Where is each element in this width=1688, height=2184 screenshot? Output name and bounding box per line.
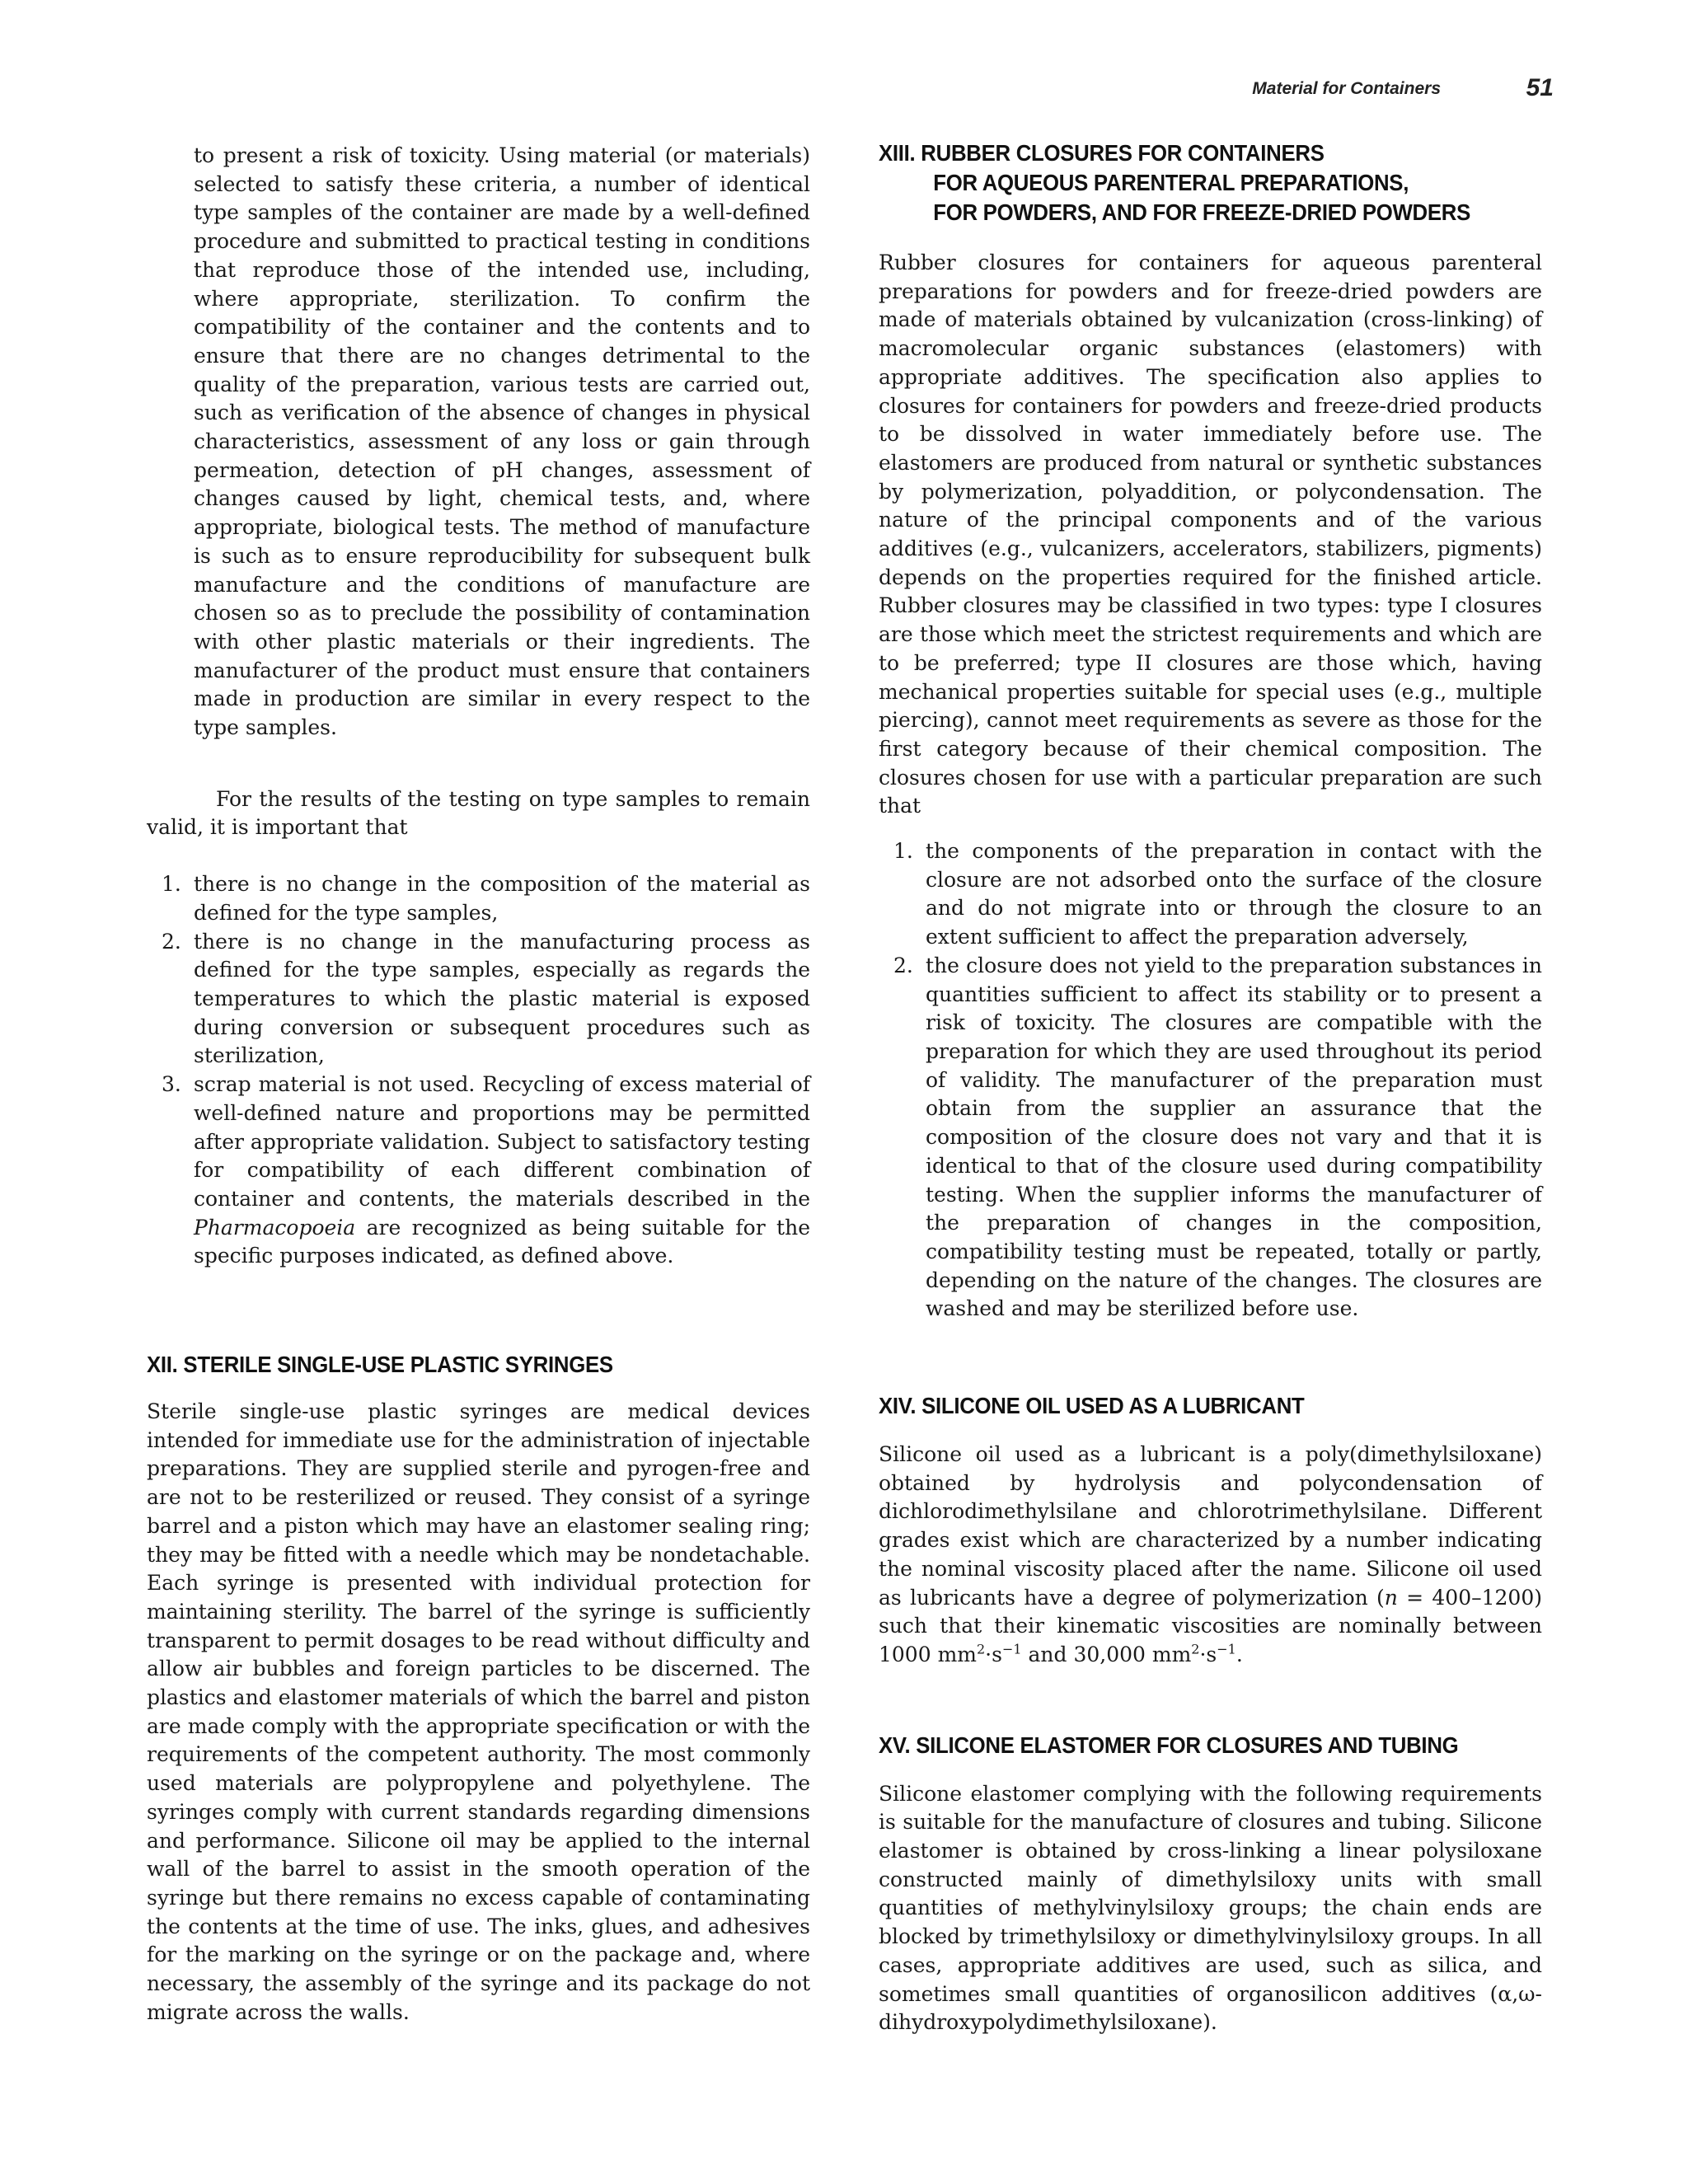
section-xv-body: Silicone elastomer complying with the following requirements is suitable for the manufacture of closures and tubing. Silicone elastomer is obtained by cross-linking a linear polysiloxane constructed mainly of dimethylsiloxy units with small quantities of methylvinylsiloxy groups; the chain ends are blocked by trimethylsiloxy or dimethylvinylsiloxy groups. In all cases, appropriate additives are used, such as silica, and sometimes small quantities of organosilicon additives (α,ω-dihydroxypolydimethylsiloxane). — [879, 1781, 1542, 2035]
italic-term: Pharmacopoeia — [194, 1215, 356, 1240]
text-part: ·s — [985, 1642, 1002, 1666]
continuation-paragraph: to present a risk of toxicity. Using material (or materials) selected to satisfy these criteria, a number of identical type samples of the container are made by a well-defined procedure and submitted to practical testing in conditions that reproduce those of the intended use, including, where appropriate, sterilization. To confirm the compatibility of the container and the contents and to ensure that there are no changes detrimental to the quality of the preparation, various tests are carried out, such as verification of the absence of changes in physical characteristics, assessment of any loss or gain through permeation, detection of pH changes, assessment of changes caused by light, chemical tests, and, where appropriate, biological tests. The method of manufacture is such as to ensure reproducibility for subsequent bulk manufacture and the conditions of manufacture are chosen so as to preclude the possibility of contamination with other plastic materials or their ingredients. The manufacturer of the product must ensure that containers made in production are similar in every respect to the type samples. — [194, 143, 810, 740]
left-column — [147, 142, 810, 2027]
section-xiii-body: Rubber closures for containers for aqueous parenteral preparations for powders and for freeze-dried powders are made of materials obtained by vulcanization (cross-linking) of macromolecular organic substances (elastomers) with appropriate additives. The specification also applies to closures for containers for powders and freeze-dried products to be dissolved in water immediately before use. The elastomers are produced from natural or synthetic substances by polymerization, polyaddition, or polycondensation. The nature of the principal components and of the various additives (e.g., vulcanizers, accelerators, stabilizers, pigments) depends on the properties required for the finished article. Rubber closures may be classified in two types: type I closures are those which meet the strictest requirements and which are to be preferred; type II closures are those which, having mechanical properties suitable for special uses (e.g., multiple piercing), cannot meet requirements as severe as those for the first category because of their chemical composition. The closures chosen for use with a particular preparation are such that — [879, 251, 1542, 818]
section-heading-xv: XV. SILICONE ELASTOMER FOR CLOSURES AND TUBING — [879, 1732, 1459, 1758]
page-number: 51 — [1526, 74, 1554, 101]
list-text: the components of the preparation in contact with the closure are not adsorbed onto the surface of the closure and do not migrate into or through the closure to an extent sufficient to affect the preparation adversely, — [926, 839, 1542, 949]
heading-line: FOR POWDERS, AND FOR FREEZE-DRIED POWDERS — [933, 199, 1471, 225]
intro-paragraph: For the results of the testing on type samples to remain valid, it is important that — [147, 786, 810, 840]
section-heading-xiv: XIV. SILICONE OIL USED AS A LUBRICANT — [879, 1393, 1305, 1419]
heading-line: FOR AQUEOUS PARENTERAL PREPARATIONS, — [933, 170, 1409, 195]
section-heading-xii: XII. STERILE SINGLE-USE PLASTIC SYRINGES — [147, 1352, 613, 1378]
text-part: and 30,000 mm — [1021, 1642, 1192, 1666]
right-column — [879, 138, 1542, 2037]
text-part: ·s — [1199, 1642, 1217, 1666]
list-item — [879, 837, 1542, 952]
superscript: 2 — [976, 1641, 986, 1657]
page-header — [0, 76, 1688, 109]
list-item — [147, 928, 810, 1071]
superscript: 2 — [1191, 1641, 1200, 1657]
list-text: there is no change in the composition of the material as defined for the type samples, — [194, 872, 810, 925]
list-item — [147, 1071, 810, 1271]
list-text — [194, 1072, 810, 1268]
heading-line: XIII. RUBBER CLOSURES FOR CONTAINERS — [879, 140, 1325, 166]
text-part: Silicone oil used as a lubricant is a poly(dimethylsiloxane) obtained by hydrolysis and polycondensation of dichlorodimethylsilane and chlorotrimethylsilane. Different grades exist which are characterized by a number indicating the nominal viscosity placed after the name. Silicone oil used as lubricants have a degree of polymerization ( — [879, 1442, 1542, 1610]
list-number: 1. — [893, 839, 913, 864]
list-text-part: are recognized as being suitable for the specific purposes indicated, as defined above. — [194, 1215, 810, 1268]
section-xiv-body — [879, 1441, 1542, 1670]
variable-n: n — [1384, 1585, 1398, 1610]
section-xii-body: Sterile single-use plastic syringes are medical devices intended for immediate use for the administration of injectable preparations. They are supplied sterile and pyrogen-free and are not to be resterilized or reused. They consist of a syringe barrel and a piston which may have an elastomer sealing ring; they may be fitted with a needle which may be nondetachable. Each syringe is presented with individual protection for maintaining sterility. The barrel of the syringe is sufficiently transparent to permit dosages to be read without difficulty and allow air bubbles and foreign particles to be discerned. The plastics and elastomer materials of which the barrel and piston are made comply with the appropriate specification or with the requirements of the competent authority. The most commonly used materials are polypropylene and polyethylene. The syringes comply with current standards regarding dimensions and performance. Silicone oil may be applied to the internal wall of the barrel to assist in the smooth operation of the syringe but there remains no excess capable of contaminating the contents at the time of use. The inks, glues, and adhesives for the marking on the syringe or on the package and, where necessary, the assembly of the syringe and its package do not migrate across the walls. — [147, 1399, 810, 2024]
requirements-list — [147, 870, 810, 1271]
running-title: Material for Containers — [1252, 79, 1441, 98]
list-number: 2. — [162, 929, 181, 954]
list-item — [147, 870, 810, 927]
superscript: −1 — [1001, 1641, 1022, 1657]
closure-requirements-list — [879, 837, 1542, 1324]
list-item — [879, 952, 1542, 1324]
list-text: there is no change in the manufacturing process as defined for the type samples, especially as regards the temperatures to which the plastic material is exposed during conversion or subsequent procedures such as sterilization, — [194, 929, 810, 1068]
list-text: the closure does not yield to the preparation substances in quantities sufficient to affect its stability or to present a risk of toxicity. The closures are compatible with the preparation for which they are used throughout its period of validity. The manufacturer of the preparation must obtain from the supplier an assurance that the composition of the closure does not vary and that it is identical to that of the closure used during compatibility testing. When the supplier informs the manufacturer of the preparation of changes in the composition, compatibility testing must be repeated, totally or partly, depending on the nature of the changes. The closures are washed and may be sterilized before use. — [926, 953, 1542, 1321]
text-part: . — [1236, 1642, 1243, 1666]
superscript: −1 — [1217, 1641, 1236, 1657]
section-heading-xiii — [879, 138, 1489, 227]
list-number: 1. — [162, 872, 181, 897]
list-number: 2. — [893, 953, 913, 977]
list-text-part: scrap material is not used. Recycling of excess material of well-defined nature and proportions may be permitted after appropriate validation. Subject to satisfactory testing for compatibility of each different combination of container and contents, the materials described in the — [194, 1072, 810, 1211]
text-part: = 400–1200) such that their kinematic viscosities are nominally between 1000 mm — [879, 1585, 1542, 1666]
list-number: 3. — [162, 1072, 181, 1097]
